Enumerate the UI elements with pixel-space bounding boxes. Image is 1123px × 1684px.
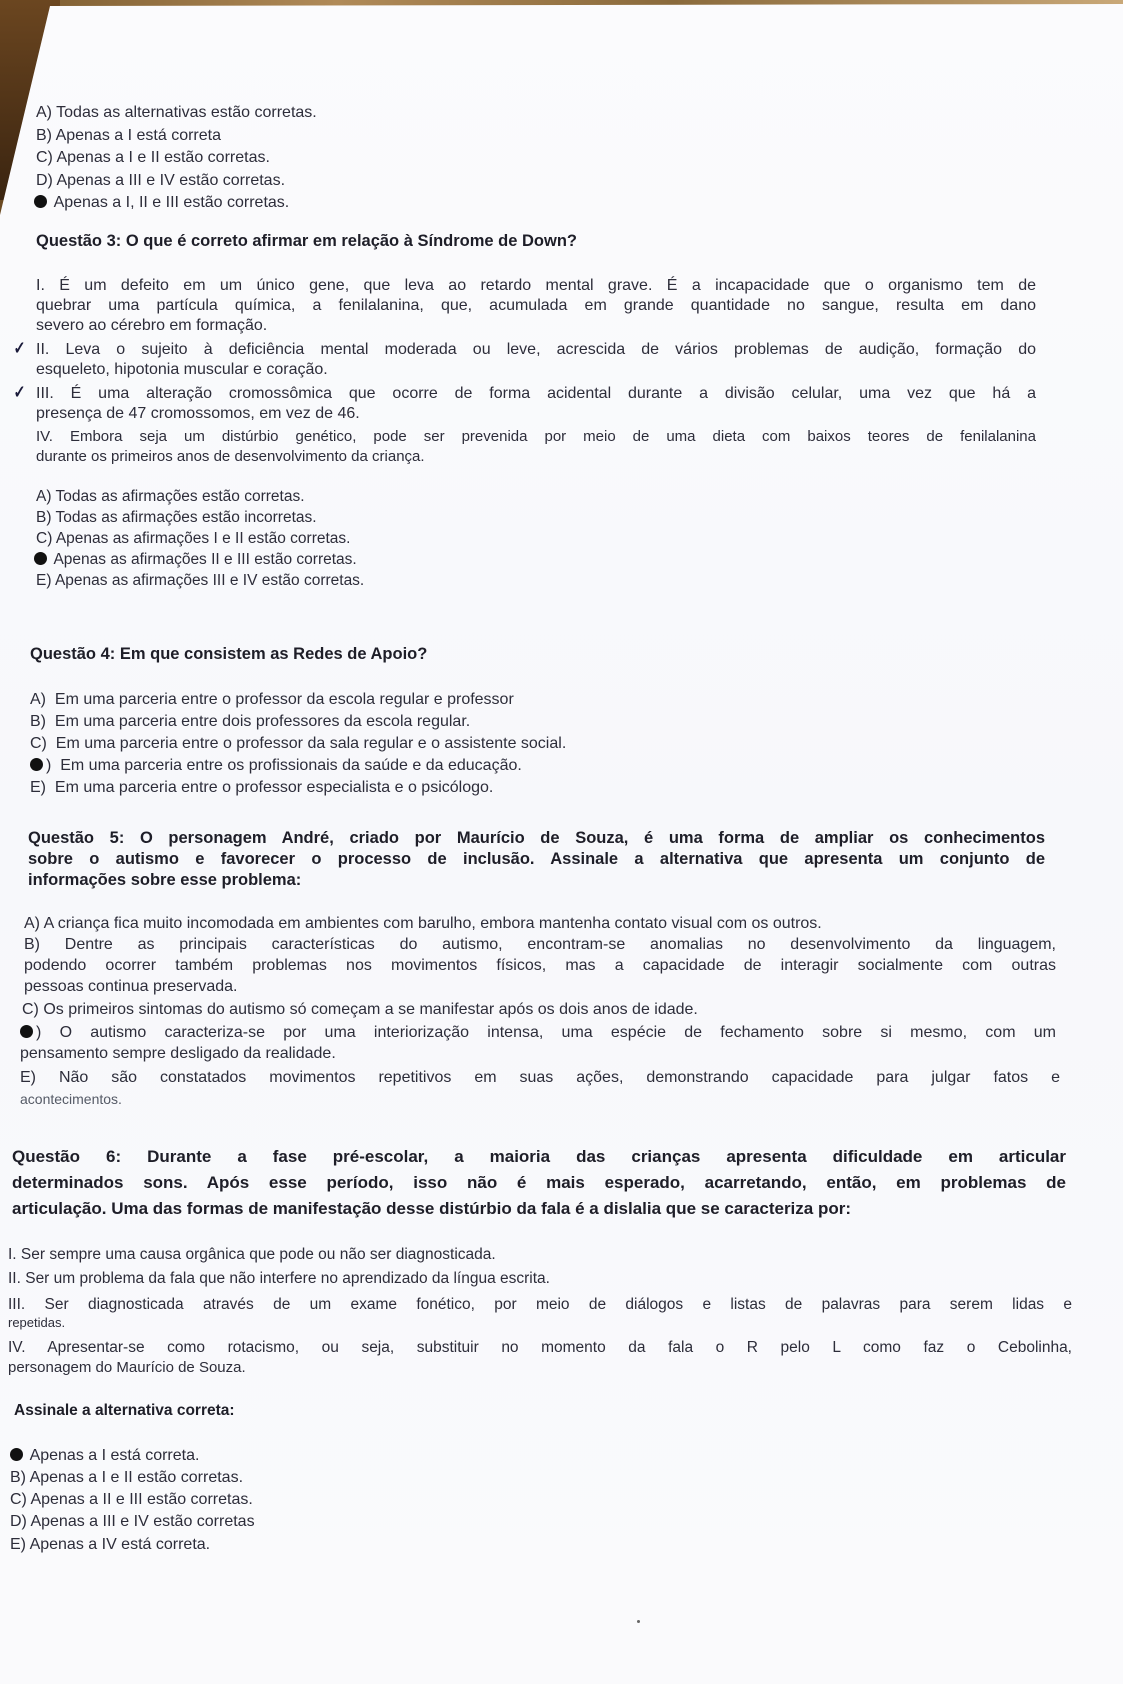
- q3-statement-2-line-1: II. Leva o sujeito à deficiência mental moderada ou leve, acrescida de vários problemas de audição, formação do: [36, 341, 1036, 358]
- option-3e[interactable]: E) Apenas as afirmações III e IV estão corretas.: [36, 572, 365, 589]
- handwritten-check-icon: ✓: [13, 338, 26, 358]
- option-3d-selected[interactable]: Apenas as afirmações II e III estão corretas.: [34, 550, 357, 570]
- option-3a[interactable]: A) Todas as afirmações estão corretas.: [36, 488, 305, 505]
- q3-statement-1-line-1: I. É um defeito em um único gene, que leva ao retardo mental grave. É a incapacidade que o organismo tem de: [36, 277, 1036, 294]
- option-2a[interactable]: A) Todas as alternativas estão corretas.: [36, 104, 317, 121]
- option-2e-selected[interactable]: Apenas a I, II e III estão corretas.: [34, 193, 289, 213]
- q3-statement-2-line-2: esqueleto, hipotonia muscular e coração.: [36, 361, 328, 378]
- option-4d-selected[interactable]: ) Em uma parceria entre os profissionais da saúde e da educação.: [30, 756, 522, 776]
- option-2d[interactable]: D) Apenas a III e IV estão corretas.: [36, 172, 286, 189]
- option-6a-selected[interactable]: Apenas a I está correta.: [10, 1446, 199, 1466]
- option-4b[interactable]: B) Em uma parceria entre dois professores da escola regular.: [30, 713, 471, 730]
- option-2c[interactable]: C) Apenas a I e II estão corretas.: [36, 149, 270, 166]
- question-5-title-line-2: sobre o autismo e favorecer o processo de inclusão. Assinale a alternativa que apresenta um conjunto de: [28, 850, 1045, 868]
- q6-statement-4-line-2: personagem do Maurício de Souza.: [8, 1359, 246, 1376]
- question-3-title: Questão 3: O que é correto afirmar em relação à Síndrome de Down?: [36, 232, 577, 250]
- option-6b[interactable]: B) Apenas a I e II estão corretas.: [10, 1469, 244, 1486]
- q3-statement-3-line-2: presença de 47 cromossomos, em vez de 46.: [36, 405, 360, 422]
- option-5e-line-2: acontecimentos.: [20, 1091, 122, 1107]
- option-5d-line-2: pensamento sempre desligado da realidade.: [20, 1045, 336, 1062]
- q3-statement-4-line-1: IV. Embora seja um distúrbio genético, pode ser prevenida por meio de uma dieta com baixos teores de fenilalanina: [36, 428, 1036, 445]
- option-5d-selected[interactable]: ) O autismo caracteriza-se por uma interiorização intensa, uma espécie de fechamento sobre si mesmo, com um: [20, 1023, 1056, 1043]
- option-5b[interactable]: B) Dentre as principais características do autismo, encontram-se anomalias no desenvolvimento da linguagem,: [24, 936, 1057, 953]
- option-5b-line-2: podendo ocorrer também problemas nos movimentos físicos, mas a capacidade de interagir socialmente com outras: [24, 957, 1056, 974]
- handwritten-check-icon: ✓: [13, 382, 26, 402]
- question-4-title: Questão 4: Em que consistem as Redes de Apoio?: [30, 645, 428, 663]
- option-5a[interactable]: A) A criança fica muito incomodada em ambientes com barulho, embora mantenha contato visual com os outros.: [24, 915, 822, 932]
- question-6-title-line-2: determinados sons. Após esse período, isso não é mais esperado, acarretando, então, em problemas de: [12, 1173, 1066, 1192]
- option-6c[interactable]: C) Apenas a II e III estão corretas.: [10, 1491, 253, 1508]
- option-4c[interactable]: C) Em uma parceria entre o professor da sala regular e o assistente social.: [30, 735, 567, 752]
- option-5e[interactable]: E) Não são constatados movimentos repetitivos em suas ações, demonstrando capacidade para julgar fatos e: [20, 1069, 1060, 1086]
- q6-statement-3-line-2: repetidas.: [8, 1315, 66, 1330]
- q3-statement-1-line-3: severo ao cérebro em formação.: [36, 317, 268, 334]
- question-5-title-line-3: informações sobre esse problema:: [28, 871, 302, 889]
- option-6e[interactable]: E) Apenas a IV está correta.: [10, 1536, 211, 1553]
- filled-answer-marker-icon: [30, 758, 43, 771]
- q6-statement-1: I. Ser sempre uma causa orgânica que pode ou não ser diagnosticada.: [8, 1246, 496, 1263]
- option-2b[interactable]: B) Apenas a I está correta: [36, 127, 221, 144]
- option-5b-line-3: pessoas continua preservada.: [24, 978, 238, 995]
- q6-statement-4-line-1: IV. Apresentar-se como rotacismo, ou seja, substituir no momento da fala o R pelo L como faz o Cebolinha,: [8, 1339, 1072, 1356]
- filled-answer-marker-icon: [34, 552, 47, 565]
- q3-statement-4-line-2: durante os primeiros anos de desenvolvimento da criança.: [36, 448, 425, 465]
- q6-instruction: Assinale a alternativa correta:: [14, 1402, 235, 1419]
- q6-statement-2: II. Ser um problema da fala que não interfere no aprendizado da língua escrita.: [8, 1270, 550, 1287]
- paper-speck: [637, 1620, 640, 1623]
- filled-answer-marker-icon: [10, 1448, 23, 1461]
- option-5c[interactable]: C) Os primeiros sintomas do autismo só começam a se manifestar após os dois anos de idade.: [22, 1001, 698, 1018]
- q3-statement-3-line-1: III. É uma alteração cromossômica que ocorre de forma acidental durante a divisão celular, uma vez que há a: [36, 385, 1036, 402]
- option-4e[interactable]: E) Em uma parceria entre o professor especialista e o psicólogo.: [30, 779, 494, 796]
- option-3c[interactable]: C) Apenas as afirmações I e II estão corretas.: [36, 530, 351, 547]
- option-3b[interactable]: B) Todas as afirmações estão incorretas.: [36, 509, 317, 526]
- question-5-title-line-1: Questão 5: O personagem André, criado por Maurício de Souza, é uma forma de ampliar os conhecimentos: [28, 829, 1045, 847]
- q3-statement-1-line-2: quebrar uma partícula química, a fenilalanina, que, acumulada em grande quantidade no sangue, resulta em dano: [36, 297, 1036, 314]
- option-4a[interactable]: A) Em uma parceria entre o professor da escola regular e professor: [30, 691, 514, 708]
- q6-statement-3-line-1: III. Ser diagnosticada através de um exame fonético, por meio de diálogos e listas de palavras para serem lidas e: [8, 1296, 1072, 1313]
- option-6d[interactable]: D) Apenas a III e IV estão corretas: [10, 1513, 255, 1530]
- question-6-title-line-3: articulação. Uma das formas de manifestação desse distúrbio da fala é a dislalia que se caracteriza por:: [12, 1199, 852, 1218]
- question-6-title-line-1: Questão 6: Durante a fase pré-escolar, a maioria das crianças apresenta dificuldade em articular: [12, 1147, 1066, 1166]
- filled-answer-marker-icon: [20, 1025, 33, 1038]
- filled-answer-marker-icon: [34, 195, 47, 208]
